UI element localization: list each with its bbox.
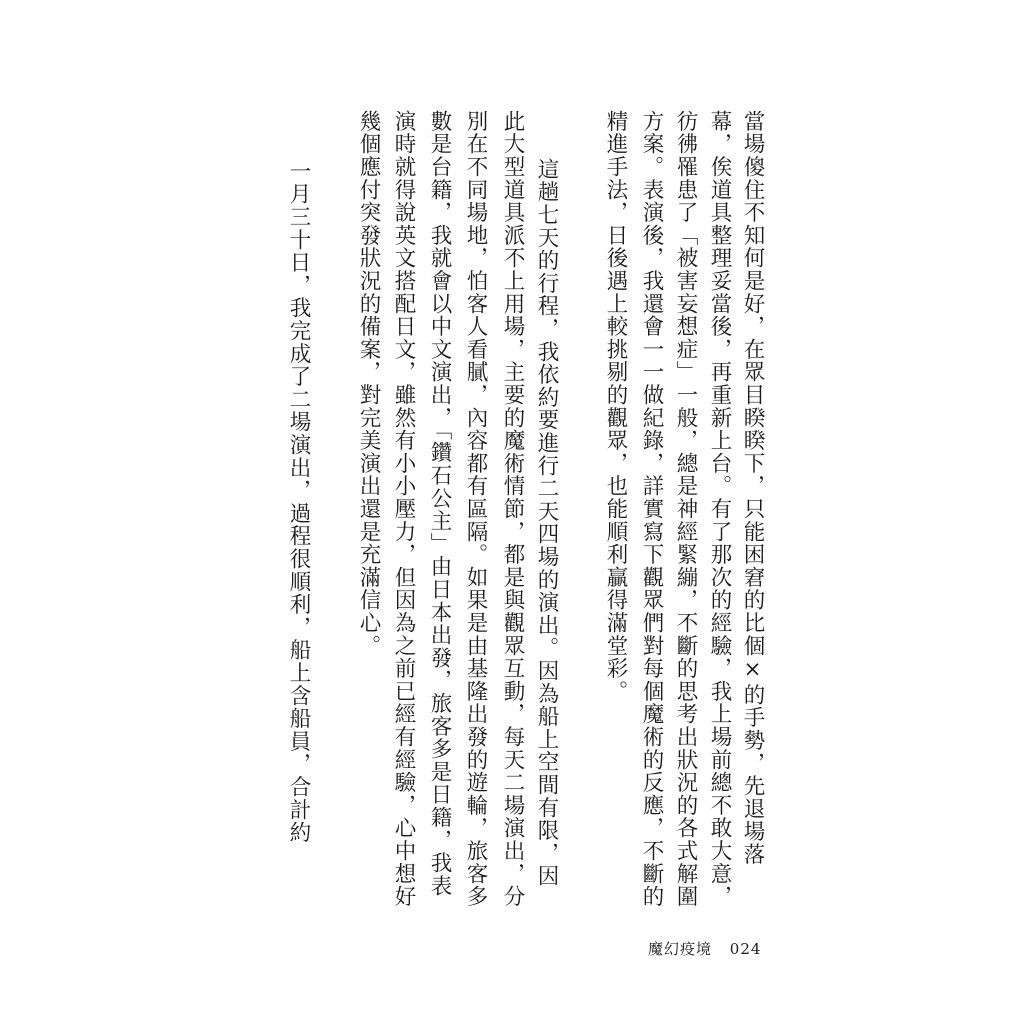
text-column-4: 方案。表演後，我還會一一做紀錄，詳實寫下觀眾們對每個魔術的反應，不斷的: [639, 110, 664, 908]
text-column-8: 別在不同場地，怕客人看膩，內容都有區隔。如果是由基隆出發的遊輪，旅客多: [463, 110, 488, 908]
text-column-11: 幾個應付突發狀況的備案，對完美演出還是充滿信心。: [356, 110, 381, 658]
text-column-12: 一月三十日，我完成了二場演出，過程很順利，船上含船員，合計約: [286, 160, 311, 844]
text-column-10: 演時就得說英文搭配日文，雖然有小小壓力，但因為之前已經有經驗，心中想好: [391, 110, 416, 908]
page-footer: [648, 938, 761, 959]
book-title: 魔幻疫境: [648, 940, 713, 958]
text-column-1: 當場傻住不知何是好，在眾目睽睽下，只能困窘的比個×的手勢，先退場落: [740, 110, 765, 866]
text-column-2: 幕，俟道具整理妥當後，再重新上台。有了那次的經驗，我上場前總不敢大意，: [707, 110, 732, 908]
page-number: 024: [729, 940, 762, 958]
text-column-3: 彷彿罹患了「被害妄想症」一般，總是神經緊繃，不斷的思考出狀況的各式解圍: [673, 110, 698, 908]
text-column-7: 此大型道具派不上用場，主要的魔術情節，都是與觀眾互動，每天二場演出，分: [500, 110, 525, 908]
text-column-6: 這趟七天的行程，我依約要進行二天四場的演出。因為船上空間有限，因: [534, 158, 559, 888]
text-column-9: 數是台籍，我就會以中文演出，「鑽石公主」由日本出發，旅客多是日籍，我表: [427, 110, 452, 898]
text-column-5: 精進手法，日後遇上較挑剔的觀眾，也能順利贏得滿堂彩。: [603, 110, 628, 703]
